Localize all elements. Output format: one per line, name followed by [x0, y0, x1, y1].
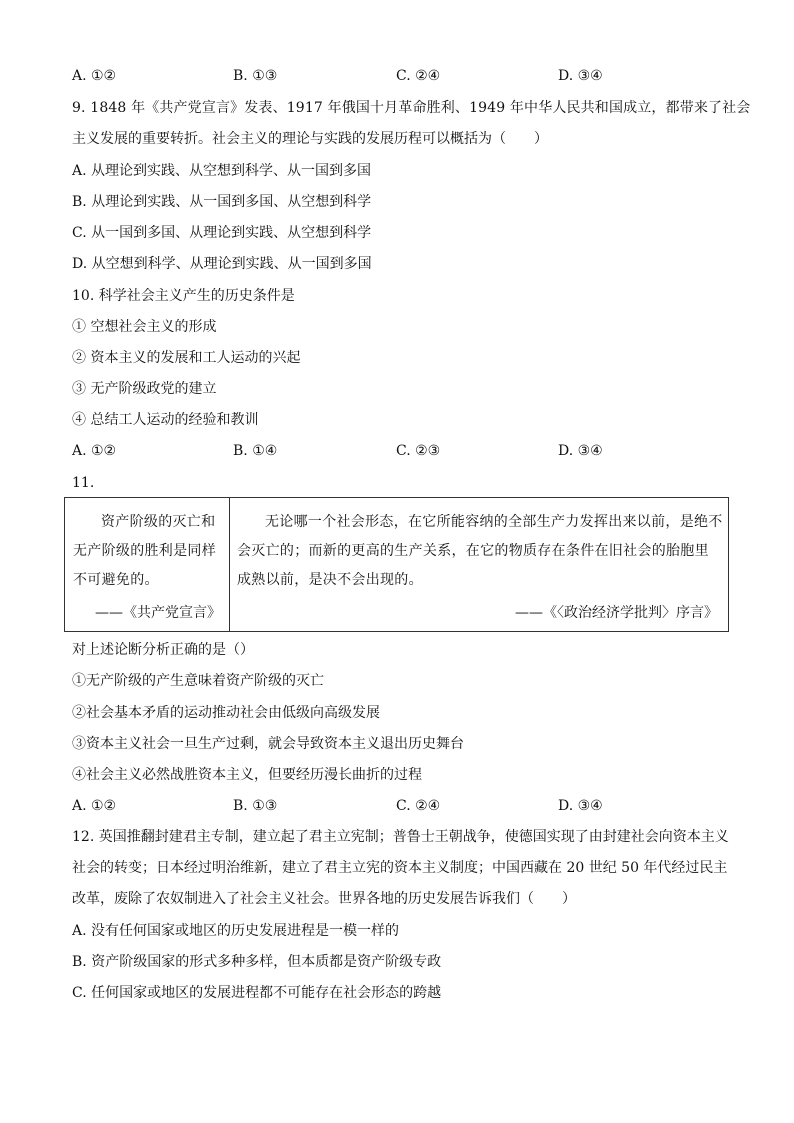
- q10-option-b: B. ①④: [233, 443, 278, 459]
- q8-option-b: B. ①③: [233, 68, 278, 84]
- q8-options: [72, 66, 732, 86]
- q8-option-d: D. ③④: [558, 68, 603, 84]
- q10-item-4: ④ 总结工人运动的经验和教训: [72, 412, 259, 428]
- q8-option-c: C. ②④: [396, 68, 441, 84]
- q11-options: [72, 796, 732, 816]
- q10-option-d: D. ③④: [558, 443, 603, 459]
- q9-option-b: B. 从理论到实践、从一国到多国、从空想到科学: [72, 194, 372, 210]
- q9-stem-line2: 主义发展的重要转折。社会主义的理论与实践的发展历程可以概括为（ ）: [72, 131, 548, 147]
- q12-option-b: B. 资产阶级国家的形式多种多样，但本质都是资产阶级专政: [72, 954, 442, 970]
- q12-option-a: A. 没有任何国家或地区的历史发展进程是一模一样的: [72, 923, 400, 939]
- q11-option-d: D. ③④: [558, 798, 603, 814]
- q11-stem: 对上述论断分析正确的是（）: [72, 642, 254, 658]
- q11-item-4: ④社会主义必然战胜资本主义，但要经历漫长曲折的过程: [72, 767, 422, 783]
- quote-right-cell: [237, 508, 723, 595]
- quote-left-cell: [73, 508, 225, 595]
- q10-item-2: ② 资本主义的发展和工人运动的兴起: [72, 350, 301, 366]
- q10-option-c: C. ②③: [396, 443, 441, 459]
- q11-option-b: B. ①③: [233, 798, 278, 814]
- q12-stem-line1: 12. 英国推翻封建君主专制，建立起了君主立宪制；普鲁士王朝战争，使德国实现了由封建社会向资本主义: [72, 829, 729, 845]
- q11-number: 11.: [72, 475, 95, 491]
- q11-option-c: C. ②④: [396, 798, 441, 814]
- q11-item-2: ②社会基本矛盾的运动推动社会由低级向高级发展: [72, 705, 380, 721]
- q9-stem-line1: 9. 1848 年《共产党宣言》发表、1917 年俄国十月革命胜利、1949 年中华人民共和国成立，都带来了社会: [72, 100, 751, 116]
- q10-item-1: ① 空想社会主义的形成: [72, 319, 217, 335]
- q9-option-a: A. 从理论到实践、从空想到科学、从一国到多国: [72, 163, 372, 179]
- quote-left-source: ——《共产党宣言》: [95, 605, 221, 621]
- q10-stem: 10. 科学社会主义产生的历史条件是: [72, 288, 295, 304]
- quote-divider: [229, 498, 230, 631]
- q8-option-a: A. ①②: [72, 68, 117, 84]
- q10-item-3: ③ 无产阶级政党的建立: [72, 381, 217, 397]
- quote-left-text: 资产阶级的灭亡和无产阶级的胜利是同样不可避免的。: [73, 514, 216, 588]
- q9-option-c: C. 从一国到多国、从理论到实践、从空想到科学: [72, 225, 372, 241]
- q12-stem-line2: 社会的转变；日本经过明治维新，建立了君主立宪的资本主义制度；中国西藏在 20 世纪 50 年代经过民主: [72, 860, 728, 876]
- q10-options: [72, 441, 732, 461]
- q12-option-c: C. 任何国家或地区的发展进程都不可能存在社会形态的跨越: [72, 985, 442, 1001]
- q11-quote-table: [64, 497, 729, 632]
- q12-stem-line3: 改革，废除了农奴制进入了社会主义社会。世界各地的历史发展告诉我们（ ）: [72, 891, 576, 907]
- quote-right-text: 无论哪一个社会形态，在它所能容纳的全部生产力发挥出来以前，是绝不会灭亡的；而新的更高的生产关系，在它的物质存在条件在旧社会的胎胞里成熟以前，是决不会出现的。: [237, 514, 723, 588]
- q11-item-1: ①无产阶级的产生意味着资产阶级的灭亡: [72, 673, 324, 689]
- q9-option-d: D. 从空想到科学、从理论到实践、从一国到多国: [72, 256, 372, 272]
- quote-right-source: ——《〈政治经济学批判〉序言》: [515, 605, 718, 621]
- q11-item-3: ③资本主义社会一旦生产过剩，就会导致资本主义退出历史舞台: [72, 736, 464, 752]
- q10-option-a: A. ①②: [72, 443, 117, 459]
- q11-option-a: A. ①②: [72, 798, 117, 814]
